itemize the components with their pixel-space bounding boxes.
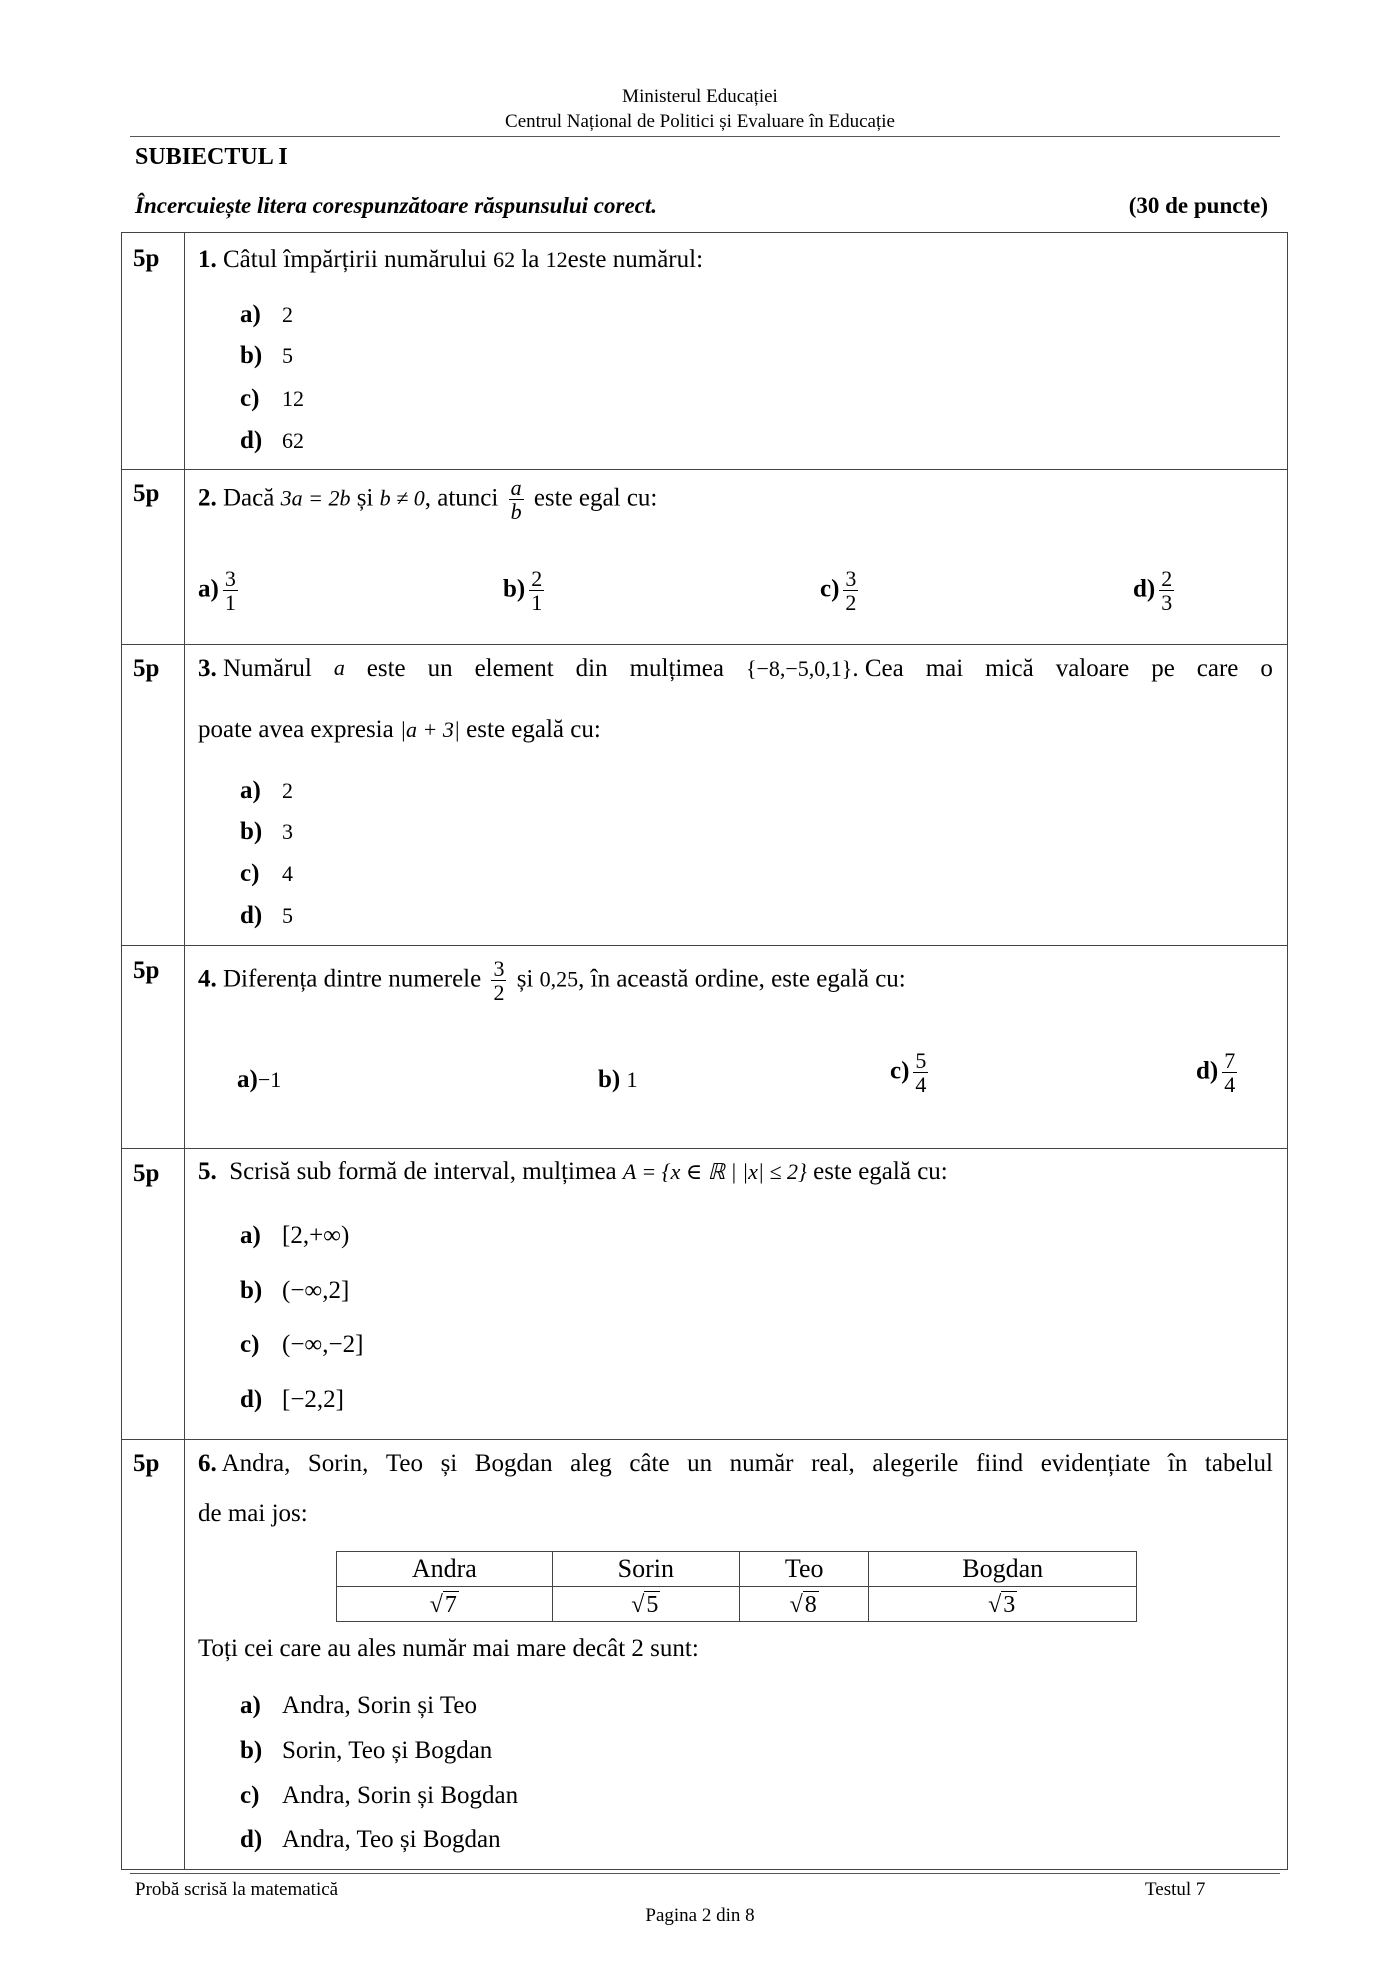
q6-word: aleg (570, 1450, 612, 1477)
fraction-denominator: 2 (845, 590, 857, 616)
row-divider (121, 469, 1288, 470)
q2-number: 2. (198, 484, 217, 512)
option-label: b) (503, 575, 526, 603)
option-value: 5 (282, 343, 293, 368)
q3-option-d[interactable] (240, 902, 293, 930)
q4-option-d[interactable] (1196, 1049, 1241, 1096)
table-row (337, 1552, 1137, 1587)
q6-word: și (440, 1450, 458, 1477)
footer-page-number: Pagina 2 din 8 (645, 1905, 755, 1926)
q2-text-part: , atunci (424, 484, 499, 512)
q6-option-a[interactable] (240, 1692, 477, 1720)
q3-option-a[interactable] (240, 777, 293, 805)
q6-question: Toți cei care au ales număr mai mare decât 2 sunt: (198, 1635, 699, 1662)
fraction-numerator: 3 (224, 566, 236, 591)
option-fraction (1159, 567, 1174, 614)
q6-word: alegerile (872, 1450, 959, 1477)
q6-option-b[interactable] (240, 1737, 492, 1765)
q1-math: 62 (493, 247, 516, 272)
q4-fraction (491, 957, 506, 1004)
q3-points: 5p (133, 655, 160, 682)
option-value: 12 (282, 386, 304, 411)
q6-word: în (1167, 1450, 1188, 1477)
radicand: 5 (646, 1592, 659, 1618)
option-fraction (913, 1049, 928, 1096)
q3-text-line1 (198, 655, 1273, 683)
option-value: 4 (282, 861, 293, 886)
fraction-denominator: 4 (915, 1072, 927, 1098)
q3-set: {−8,−5,0,1} (745, 656, 853, 681)
q3-text-part: poate avea expresia (198, 716, 394, 743)
q5-option-a[interactable] (240, 1222, 349, 1250)
table-row (337, 1587, 1137, 1622)
footer-test-number: Testul 7 (1145, 1879, 1206, 1900)
option-value: [−2,2] (282, 1386, 344, 1413)
option-label: b) (240, 818, 263, 845)
q2-math: b ≠ 0 (379, 485, 425, 511)
option-value: 5 (282, 903, 293, 928)
option-label: b) (240, 1277, 263, 1304)
option-value: Sorin, Teo și Bogdan (282, 1737, 493, 1764)
fraction-numerator: 2 (531, 566, 543, 591)
option-label: a) (240, 1692, 261, 1719)
row-divider (121, 945, 1288, 946)
option-label: a) (240, 1222, 261, 1249)
q3-word: este (366, 655, 406, 682)
fraction-denominator: 1 (224, 590, 236, 616)
q2-text-part: Dacă (223, 484, 275, 512)
q3-text-part: este egală cu: (466, 716, 601, 743)
q3-option-b[interactable] (240, 818, 293, 846)
q6-text-line2: de mai jos: (198, 1500, 308, 1527)
option-value: −1 (257, 1067, 282, 1092)
q1-option-b[interactable] (240, 342, 293, 370)
table-cell (552, 1587, 739, 1622)
q4-text-part: , în această ordine, este egală cu: (578, 965, 906, 993)
q3-word: mai (925, 655, 964, 682)
q5-option-d[interactable] (240, 1386, 344, 1414)
option-value: (−∞,−2] (282, 1331, 364, 1358)
option-label: c) (240, 385, 260, 412)
row-divider (121, 644, 1288, 645)
q2-option-b[interactable] (503, 567, 548, 614)
q3-word: pe (1151, 655, 1175, 682)
table-cell (739, 1587, 868, 1622)
q3-word: valoare (1055, 655, 1130, 682)
q5-text-part: este egală cu: (813, 1158, 948, 1185)
q1-text-part: Câtul împărțirii numărului (223, 246, 487, 273)
table-header-cell: Sorin (552, 1552, 739, 1587)
points-column-divider (184, 232, 185, 1870)
footer-divider (130, 1873, 1280, 1874)
option-label: d) (1133, 575, 1156, 603)
q2-math: 3a = 2b (280, 485, 351, 511)
q6-number: 6. (198, 1450, 217, 1477)
q6-word: Bogdan (474, 1450, 553, 1477)
q5-text (198, 1157, 948, 1187)
q5-option-c[interactable] (240, 1331, 363, 1359)
q3-text-line2 (198, 715, 601, 745)
q6-word: câte (629, 1450, 670, 1477)
table-header-cell: Bogdan (869, 1552, 1137, 1587)
option-label: c) (240, 1782, 260, 1809)
table-header-cell: Teo (739, 1552, 868, 1587)
q4-text-part: Diferența dintre numerele (223, 965, 482, 993)
q4-math: 0,25 (539, 966, 579, 992)
q3-word: mică (985, 655, 1034, 682)
header-divider (130, 136, 1280, 137)
option-value: Andra, Teo și Bogdan (282, 1826, 501, 1853)
option-value: (−∞,2] (282, 1277, 350, 1304)
row-divider (121, 1439, 1288, 1440)
q3-word: care (1196, 655, 1239, 682)
fraction-numerator: 5 (915, 1048, 927, 1073)
option-label: a) (240, 301, 261, 328)
q4-option-a[interactable] (237, 1066, 281, 1094)
total-points: (30 de puncte) (1128, 193, 1268, 218)
radicand: 7 (444, 1592, 457, 1618)
q5-number: 5. (198, 1158, 217, 1185)
q3-word: element (474, 655, 554, 682)
q3-expression: |a + 3| (399, 717, 460, 742)
q6-word: fiind (975, 1450, 1024, 1477)
table-cell (869, 1587, 1137, 1622)
sqrt-expression: √8 (789, 1592, 817, 1618)
q2-text (198, 476, 657, 523)
option-label: b) (240, 1737, 263, 1764)
q6-word: Teo (385, 1450, 424, 1477)
q2-text-part: și (356, 484, 374, 512)
option-value: 2 (282, 778, 293, 803)
instruction-text: Încercuiește litera corespunzătoare răspunsului corect. (135, 193, 658, 218)
q3-word: din (575, 655, 608, 682)
radicand: 3 (1003, 1592, 1016, 1618)
q3-number: 3. (198, 655, 217, 682)
q1-option-d[interactable] (240, 427, 304, 455)
fraction-numerator: 3 (493, 956, 505, 981)
table-header-cell: Andra (337, 1552, 553, 1587)
fraction-numerator: a (510, 475, 522, 500)
q2-option-a[interactable] (198, 567, 242, 614)
table-cell (337, 1587, 553, 1622)
option-value: 2 (282, 302, 293, 327)
option-label: d) (240, 1386, 263, 1413)
option-value: 1 (626, 1067, 638, 1092)
q6-option-d[interactable] (240, 1826, 501, 1854)
header-ministry: Ministerul Educației (622, 86, 778, 107)
q3-option-c[interactable] (240, 860, 293, 888)
q1-points: 5p (133, 245, 160, 272)
option-label: b) (240, 342, 263, 369)
option-label: c) (820, 575, 840, 603)
option-value: [2,+∞) (282, 1222, 350, 1249)
option-label: a) (198, 575, 219, 603)
row-divider (121, 1148, 1288, 1149)
option-fraction (1222, 1049, 1237, 1096)
header-center: Centrul Național de Politici și Evaluare în Educație (505, 111, 895, 132)
q2-points: 5p (133, 480, 160, 507)
q2-fraction (509, 476, 524, 523)
footer-exam-name: Probă scrisă la matematică (135, 1879, 339, 1900)
q1-option-a[interactable] (240, 301, 293, 329)
option-value: 62 (282, 428, 304, 453)
q1-option-c[interactable] (240, 385, 304, 413)
q1-text-part: la (521, 246, 540, 273)
option-value: Andra, Sorin și Bogdan (282, 1782, 519, 1809)
q3-word: Numărul (223, 655, 312, 682)
q3-math: a (333, 655, 345, 680)
q5-set: A = {x ∈ ℝ | |x| ≤ 2} (622, 1159, 807, 1184)
q4-text-part: și (516, 965, 534, 993)
q6-text-line1 (198, 1450, 1273, 1478)
option-label: d) (1196, 1057, 1219, 1085)
q1-number: 1. (198, 246, 217, 273)
q4-number: 4. (198, 965, 217, 993)
option-label: a) (240, 777, 261, 804)
fraction-denominator: b (510, 499, 522, 525)
q1-text-part: este numărul: (567, 246, 704, 273)
q4-points: 5p (133, 957, 160, 984)
choices-table (336, 1551, 1137, 1622)
q5-points: 5p (133, 1160, 160, 1187)
q3-word: o (1260, 655, 1273, 682)
option-fraction (529, 567, 544, 614)
option-label: a) (237, 1066, 258, 1093)
q6-points: 5p (133, 1450, 160, 1477)
q3-word: un (427, 655, 453, 682)
q4-option-c[interactable] (890, 1049, 932, 1096)
fraction-denominator: 2 (493, 980, 505, 1006)
sqrt-expression: √3 (988, 1592, 1016, 1618)
q2-text-part: este egal cu: (533, 484, 658, 512)
q5-option-b[interactable] (240, 1277, 349, 1305)
fraction-numerator: 7 (1224, 1048, 1236, 1073)
q2-option-d[interactable] (1133, 567, 1178, 614)
q6-word: un (687, 1450, 713, 1477)
option-label: d) (240, 427, 263, 454)
q1-text (198, 245, 703, 275)
option-label: b) (598, 1066, 621, 1093)
q6-word: real, (811, 1450, 855, 1477)
q3-word: . Cea (852, 655, 904, 682)
q6-word: număr (729, 1450, 794, 1477)
fraction-denominator: 3 (1161, 590, 1173, 616)
option-fraction (223, 567, 238, 614)
q2-option-c[interactable] (820, 567, 862, 614)
option-label: c) (240, 860, 260, 887)
option-value: 3 (282, 819, 293, 844)
q6-option-c[interactable] (240, 1782, 518, 1810)
sqrt-expression: √5 (631, 1592, 659, 1618)
fraction-denominator: 1 (531, 590, 543, 616)
option-label: d) (240, 1826, 263, 1853)
q1-math: 12 (545, 247, 568, 272)
q6-word: Andra, (221, 1450, 291, 1477)
sqrt-expression: √7 (429, 1592, 457, 1618)
option-fraction (843, 567, 858, 614)
q3-word: mulțimea (629, 655, 724, 682)
radicand: 8 (804, 1592, 817, 1618)
subject-title: SUBIECTUL I (135, 144, 288, 170)
q4-text (198, 957, 906, 1004)
fraction-numerator: 2 (1161, 566, 1173, 591)
option-value: Andra, Sorin și Teo (282, 1692, 477, 1719)
q6-word: Sorin, (307, 1450, 369, 1477)
q5-text-part: Scrisă sub formă de interval, mulțimea (229, 1158, 617, 1185)
option-label: c) (890, 1057, 910, 1085)
fraction-numerator: 3 (845, 566, 857, 591)
fraction-denominator: 4 (1224, 1072, 1236, 1098)
option-label: d) (240, 902, 263, 929)
q4-option-b[interactable] (598, 1066, 637, 1094)
option-label: c) (240, 1331, 260, 1358)
q6-word: tabelul (1204, 1450, 1273, 1477)
q6-word: evidențiate (1040, 1450, 1151, 1477)
